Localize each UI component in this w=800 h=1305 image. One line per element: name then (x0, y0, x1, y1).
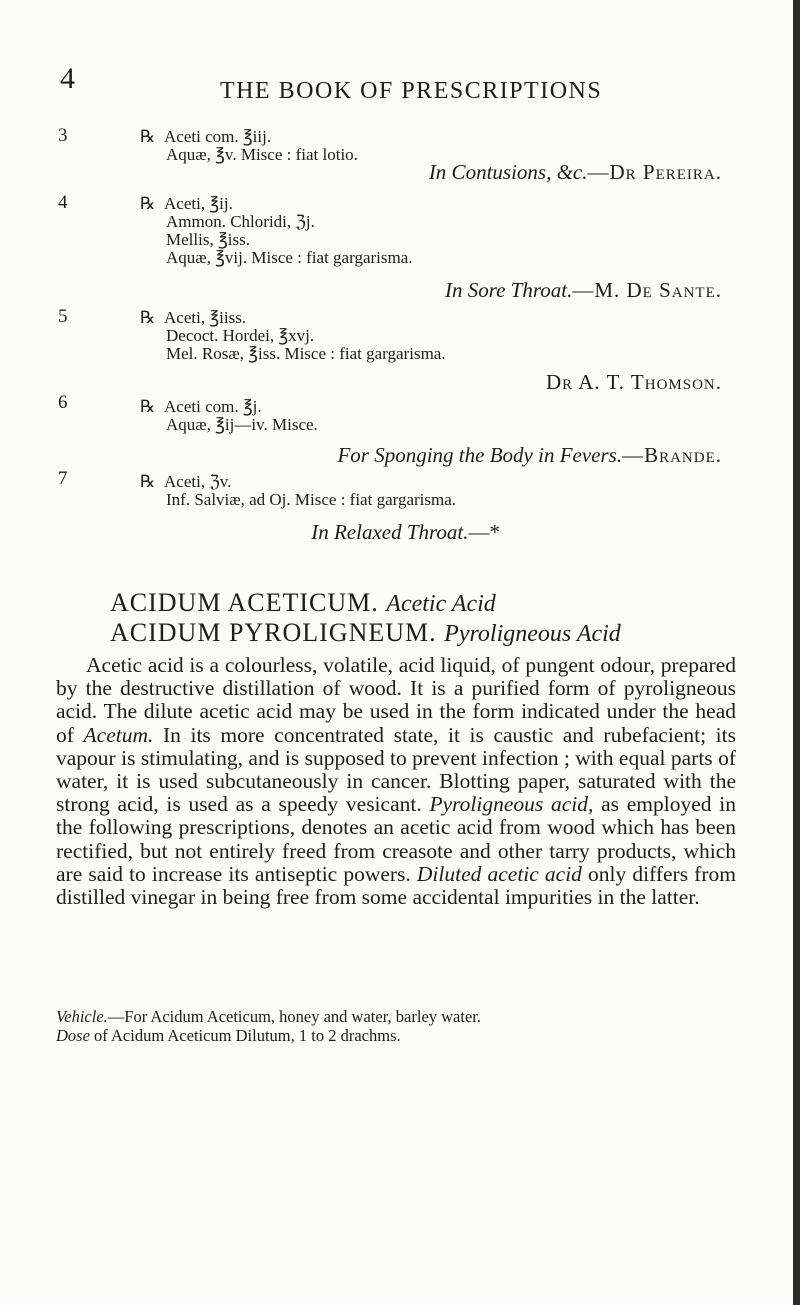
note-label: Vehicle. (56, 1007, 108, 1026)
heading-english: Acetic Acid (386, 591, 496, 617)
text-run: In its more concentrated state, it is caustic and rubefacient; its vapour is stimulating, and is supposed to prevent infection ; with equal parts of water, it is used subcutaneously in cancer. Blotting paper, saturated with the strong acid, is used as a speedy vesicant. (56, 722, 736, 817)
text-run: only differs from distilled vinegar in being free from some accidental impurities in the latter. (56, 861, 736, 910)
author: —M. De Sante. (572, 278, 722, 302)
text-run: Acetic acid is a colourless, volatile, acid liquid, of pungent odour, prepared by the destructive distillation of wood. It is a purified form of pyroligneous acid. The dilute acetic acid may be used in the form indicated under the head of (56, 653, 736, 747)
prescription-line: Inf. Salviæ, ad Oj. Misce : fiat gargarisma. (166, 490, 457, 509)
author: —Dr Pereira. (587, 160, 722, 184)
prescription (140, 398, 318, 434)
recipe-symbol-icon: ℞ (140, 194, 156, 213)
prescription-line: Aceti com. ℥iij. (164, 127, 272, 146)
indication: For Sponging the Body in Fevers. (337, 443, 623, 467)
prescription (140, 128, 358, 164)
author: —Brande. (622, 443, 722, 467)
section-heading (110, 588, 496, 618)
recipe-symbol-icon: ℞ (140, 397, 156, 416)
prescription-line: Aceti com. ℥j. (164, 397, 262, 416)
dose-note (56, 1027, 746, 1045)
indication: In Relaxed Throat. (311, 520, 469, 544)
running-head: THE BOOK OF PRESCRIPTIONS (220, 78, 603, 104)
recipe-symbol-icon: ℞ (140, 127, 156, 146)
attribution (445, 278, 722, 303)
prescription-line: Aquæ, ℥ij—iv. Misce. (166, 415, 318, 434)
recipe-symbol-icon: ℞ (140, 308, 156, 327)
note-label: Dose (56, 1026, 90, 1045)
prescription-number: 6 (58, 392, 68, 413)
prescription-number: 3 (58, 125, 68, 146)
vehicle-note (56, 1008, 746, 1026)
prescription-line: Aceti, ℥ij. (164, 194, 233, 213)
heading-latin: ACIDUM PYROLIGNEUM. (110, 618, 437, 647)
prescription-line: Aquæ, ℥v. Misce : fiat lotio. (166, 145, 358, 164)
recipe-symbol-icon: ℞ (140, 472, 156, 491)
page-number: 4 (60, 62, 75, 95)
heading-latin: ACIDUM ACETICUM. (110, 588, 379, 617)
attribution (337, 443, 722, 468)
italic-term: Pyroligneous acid, (429, 792, 594, 817)
italic-term: Acetum. (83, 722, 154, 747)
heading-english: Pyroligneous Acid (444, 621, 621, 647)
prescription-line: Ammon. Chloridi, ℨj. (166, 212, 315, 231)
attribution (311, 520, 500, 545)
author: —* (468, 520, 500, 544)
prescription-line: Aceti, ℥iiss. (164, 308, 247, 327)
prescription (140, 309, 446, 363)
indication: In Contusions, &c. (428, 160, 588, 184)
prescription-line: Mellis, ℥iss. (166, 230, 250, 249)
prescription-line: Aquæ, ℥vij. Misce : fiat gargarisma. (166, 248, 413, 267)
author: Dr A. T. Thomson. (545, 370, 722, 394)
page-edge (793, 0, 800, 1305)
text-run: as employed in the following prescriptions, denotes an acetic acid from wood which has been rectified, but not entirely freed from creasote and other tarry products, which are said to increase its antiseptic powers. (56, 792, 736, 886)
prescription-line: Decoct. Hordei, ℥xvj. (166, 326, 315, 345)
prescription-number: 4 (58, 192, 68, 213)
indication: In Sore Throat. (444, 278, 573, 302)
prescription-number: 7 (58, 468, 68, 489)
prescription-line: Mel. Rosæ, ℥iss. Misce : fiat gargarisma. (166, 344, 446, 363)
note-text: —For Acidum Aceticum, honey and water, barley water. (107, 1007, 481, 1026)
description-paragraph (56, 654, 736, 909)
italic-term: Diluted acetic acid (416, 861, 582, 886)
prescription (140, 195, 413, 267)
prescription-number: 5 (58, 306, 68, 327)
attribution (429, 160, 722, 185)
prescription-line: Aceti, ℨv. (164, 472, 232, 491)
section-heading (110, 618, 621, 648)
attribution (546, 370, 722, 395)
prescription (140, 473, 456, 509)
note-text: of Acidum Aceticum Dilutum, 1 to 2 drachms. (89, 1026, 401, 1045)
